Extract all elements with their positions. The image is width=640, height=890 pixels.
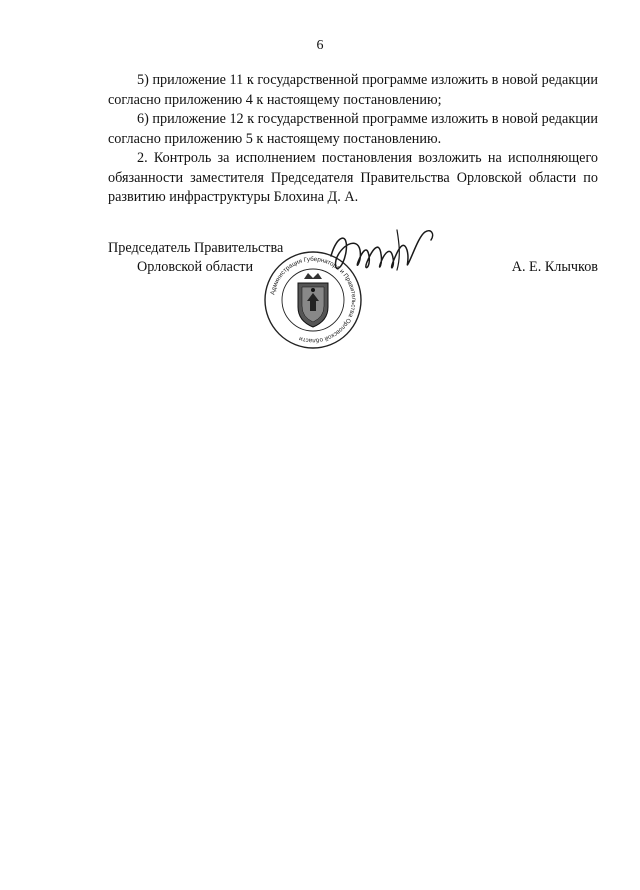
signatory-name: А. Е. Клычков xyxy=(511,259,598,275)
coat-of-arms-icon xyxy=(298,273,328,327)
body-text xyxy=(108,71,598,208)
signature-block xyxy=(0,238,640,348)
paragraph-control: 2. Контроль за исполнением постановления возложить на исполняющего обязанности заместителя Председателя Правительства Орловской области по развитию инфраструктуры Блохина Д. А. xyxy=(108,150,598,205)
signatory-title-line-2: Орловской области xyxy=(137,259,254,275)
signatory-title-line-1: Председатель Правительства xyxy=(108,240,284,256)
seal-ring-text: Администрация Губернатора и Правительства Орловской области xyxy=(269,255,358,345)
paragraph-item-6: 6) приложение 12 к государственной программе изложить в новой редакции согласно приложению 5 к настоящему постановлению. xyxy=(108,111,598,147)
paragraph-item-5: 5) приложение 11 к государственной программе изложить в новой редакции согласно приложению 4 к настоящему постановлению; xyxy=(108,72,598,108)
page-number: 6 xyxy=(316,38,324,53)
handwritten-signature xyxy=(327,226,439,282)
